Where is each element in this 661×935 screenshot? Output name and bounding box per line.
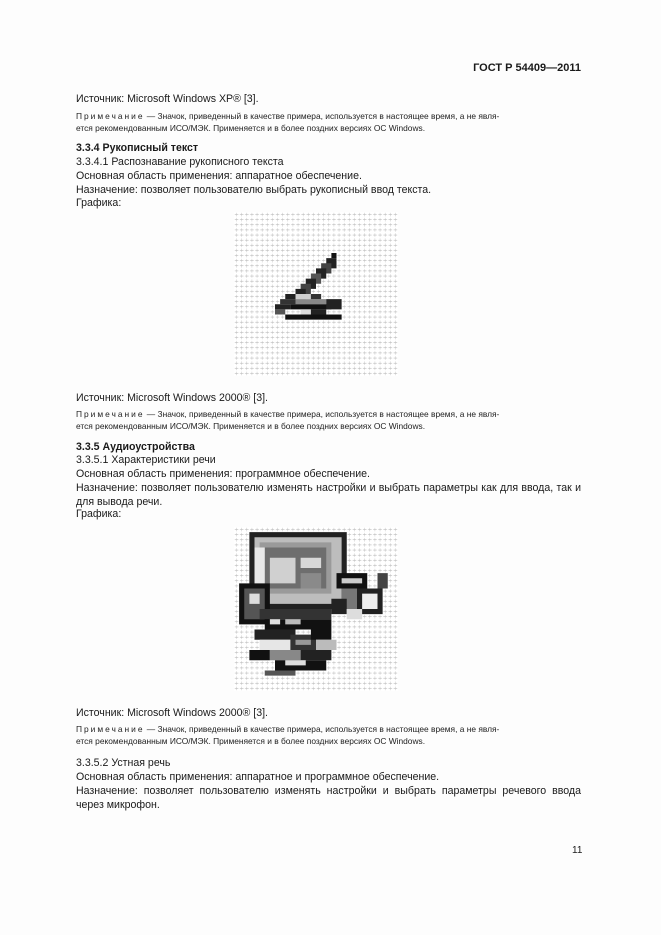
subsection-title-3341: 3.3.4.1 Распознавание рукописного текста — [76, 156, 284, 168]
application-area: Основная область применения: аппаратное и программное обеспечение. — [76, 771, 440, 783]
purpose-text: Назначение: позволяет пользователю изменять настройки и выбрать параметры как для ввода, так и для вывода речи. — [76, 482, 581, 508]
note-text-line-2: ется рекомендованным ИСО/МЭК. Применяется и в более поздних версиях ОС Windows. — [76, 420, 426, 431]
handwriting-pen-icon — [234, 212, 398, 376]
note-block — [76, 111, 499, 134]
standard-header: ГОСТ Р 54409—2011 — [473, 62, 581, 74]
source-line: Источник: Microsoft Windows XP® [3]. — [76, 93, 259, 105]
source-line: Источник: Microsoft Windows 2000® [3]. — [76, 392, 268, 404]
purpose-text: Назначение: позволяет пользователю изменять настройки и выбрать параметры речевого ввода через микрофон. — [76, 785, 581, 811]
note-text-line-1: Значок, приведенный в качестве примера, используется в настоящее время, а не явля- — [157, 724, 500, 734]
page-number: 11 — [572, 845, 583, 856]
note-block — [76, 409, 499, 432]
application-area: Основная область применения: программное обеспечение. — [76, 468, 370, 480]
note-label: Примечание — [76, 409, 145, 419]
source-line: Источник: Microsoft Windows 2000® [3]. — [76, 707, 268, 719]
note-label: Примечание — [76, 111, 145, 121]
note-dash: — — [144, 409, 158, 419]
subsection-title-3352: 3.3.5.2 Устная речь — [76, 757, 171, 769]
graphic-label: Графика: — [76, 197, 122, 209]
speech-audio-icon — [234, 527, 398, 691]
graphic-label: Графика: — [76, 508, 122, 520]
note-dash: — — [144, 724, 158, 734]
note-block — [76, 724, 499, 747]
note-dash: — — [144, 111, 158, 121]
subsection-title-3351: 3.3.5.1 Характеристики речи — [76, 454, 216, 466]
application-area: Основная область применения: аппаратное обеспечение. — [76, 170, 362, 182]
note-text-line-1: Значок, приведенный в качестве примера, используется в настоящее время, а не явля- — [157, 111, 500, 121]
section-heading-334: 3.3.4 Рукописный текст — [76, 142, 199, 154]
note-text-line-2: ется рекомендованным ИСО/МЭК. Применяется и в более поздних версиях ОС Windows. — [76, 122, 426, 133]
note-label: Примечание — [76, 724, 145, 734]
purpose-text: Назначение: позволяет пользователю выбрать рукописный ввод текста. — [76, 184, 432, 196]
note-text-line-2: ется рекомендованным ИСО/МЭК. Применяется и в более поздних версиях ОС Windows. — [76, 735, 426, 746]
section-heading-335: 3.3.5 Аудиоустройства — [76, 441, 195, 453]
note-text-line-1: Значок, приведенный в качестве примера, используется в настоящее время, а не явля- — [157, 409, 500, 419]
